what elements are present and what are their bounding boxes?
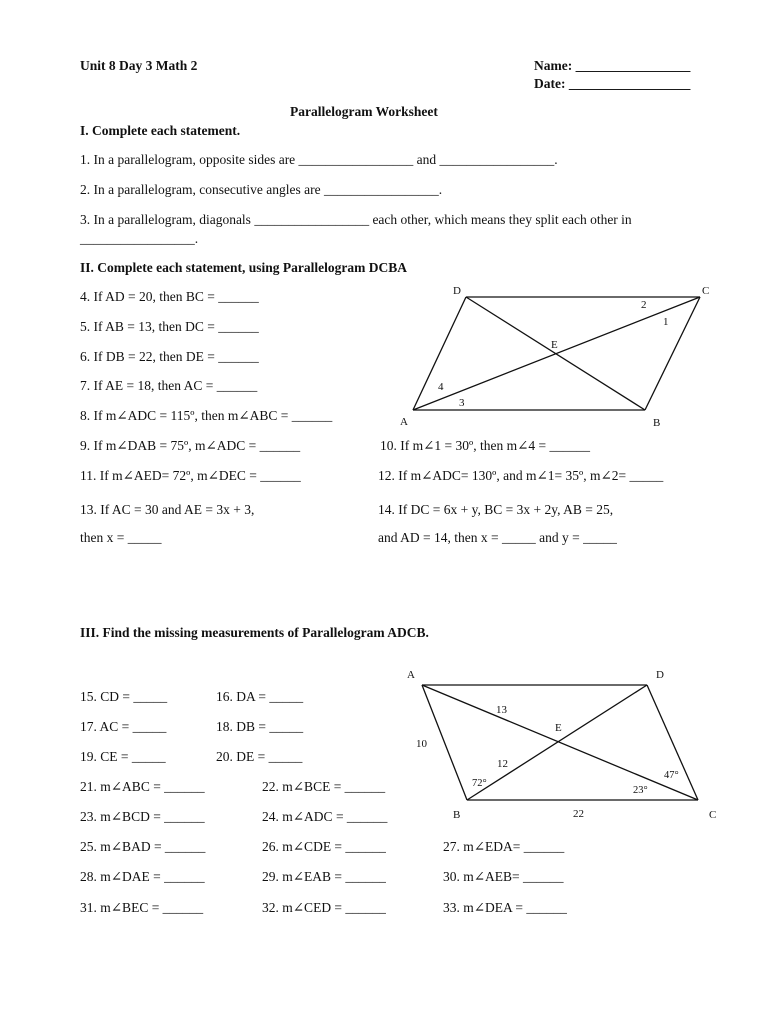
question-9: 9. If m∠DAB = 75º, m∠ADC = ______ (80, 438, 301, 453)
date-field[interactable]: Date: __________________ (534, 76, 691, 91)
question-28: 28. m∠DAE = ______ (80, 869, 205, 884)
question-11: 11. If m∠AED= 72º, m∠DEC = ______ (80, 468, 301, 483)
question-13-continued: then x = _____ (80, 530, 162, 545)
question-3: 3. In a parallelogram, diagonals _________________ each other, which means they split each other in (80, 212, 632, 227)
side-dc (647, 685, 698, 800)
question-1: 1. In a parallelogram, opposite sides are _________________ and _________________. (80, 152, 558, 167)
section3-heading: III. Find the missing measurements of Parallelogram ADCB. (80, 625, 429, 640)
question-22: 22. m∠BCE = ______ (262, 779, 386, 794)
question-10: 10. If m∠1 = 30º, then m∠4 = ______ (380, 438, 591, 453)
angle-label-1: 1 (663, 316, 669, 328)
vertex-label-a: A (400, 416, 408, 428)
segment-label-12: 12 (497, 758, 508, 770)
question-29: 29. m∠EAB = ______ (262, 869, 386, 884)
segment-label-22: 22 (573, 808, 584, 820)
question-13: 13. If AC = 30 and AE = 3x + 3, (80, 502, 255, 517)
diagonal-ac (422, 685, 698, 800)
side-ba (422, 685, 467, 800)
course-title: Unit 8 Day 3 Math 2 (80, 58, 198, 73)
vertex-label-d: D (453, 285, 461, 297)
vertex-label-d: D (656, 669, 664, 681)
question-15: 15. CD = _____ (80, 689, 168, 704)
question-31: 31. m∠BEC = ______ (80, 900, 204, 915)
vertex-label-c: C (702, 285, 710, 297)
angle-label-2: 2 (641, 299, 647, 311)
question-30: 30. m∠AEB= ______ (443, 869, 564, 884)
question-17: 17. AC = _____ (80, 719, 167, 734)
question-24: 24. m∠ADC = ______ (262, 809, 388, 824)
center-label-e: E (551, 339, 558, 351)
vertex-label-b: B (453, 809, 461, 821)
section1-heading: I. Complete each statement. (80, 123, 241, 138)
question-33: 33. m∠DEA = ______ (443, 900, 567, 915)
question-21: 21. m∠ABC = ______ (80, 779, 205, 794)
question-14-continued: and AD = 14, then x = _____ and y = _____ (378, 530, 617, 545)
vertex-label-b: B (653, 417, 661, 429)
diagonal-db (467, 685, 647, 800)
center-label-e: E (555, 722, 562, 734)
question-6: 6. If DB = 22, then DE = ______ (80, 349, 259, 364)
vertex-label-a: A (407, 669, 415, 681)
page-title: Parallelogram Worksheet (290, 104, 438, 119)
question-12: 12. If m∠ADC= 130º, and m∠1= 35º, m∠2= _____ (378, 468, 664, 483)
question-14: 14. If DC = 6x + y, BC = 3x + 2y, AB = 25, (378, 502, 614, 517)
question-27: 27. m∠EDA= ______ (443, 839, 565, 854)
question-26: 26. m∠CDE = ______ (262, 839, 386, 854)
question-3-continued: _________________. (80, 231, 199, 246)
angle-label-47: 47° (664, 770, 679, 781)
vertex-label-c: C (709, 809, 717, 821)
question-2: 2. In a parallelogram, consecutive angles are _________________. (80, 182, 443, 197)
question-7: 7. If AE = 18, then AC = ______ (80, 378, 258, 393)
angle-label-72: 72° (472, 778, 487, 789)
name-field[interactable]: Name: _________________ (534, 58, 691, 73)
question-32: 32. m∠CED = ______ (262, 900, 386, 915)
question-8: 8. If m∠ADC = 115º, then m∠ABC = ______ (80, 408, 333, 423)
question-5: 5. If AB = 13, then DC = ______ (80, 319, 259, 334)
question-16: 16. DA = _____ (216, 689, 304, 704)
question-18: 18. DB = _____ (216, 719, 304, 734)
angle-label-4: 4 (438, 381, 444, 393)
question-19: 19. CE = _____ (80, 749, 166, 764)
angle-label-3: 3 (459, 397, 465, 409)
question-23: 23. m∠BCD = ______ (80, 809, 205, 824)
section2-heading: II. Complete each statement, using Parallelogram DCBA (80, 260, 407, 275)
angle-label-23: 23° (633, 785, 648, 796)
segment-label-10: 10 (416, 738, 427, 750)
question-4: 4. If AD = 20, then BC = ______ (80, 289, 259, 304)
segment-label-13: 13 (496, 704, 507, 716)
question-20: 20. DE = _____ (216, 749, 303, 764)
question-25: 25. m∠BAD = ______ (80, 839, 206, 854)
